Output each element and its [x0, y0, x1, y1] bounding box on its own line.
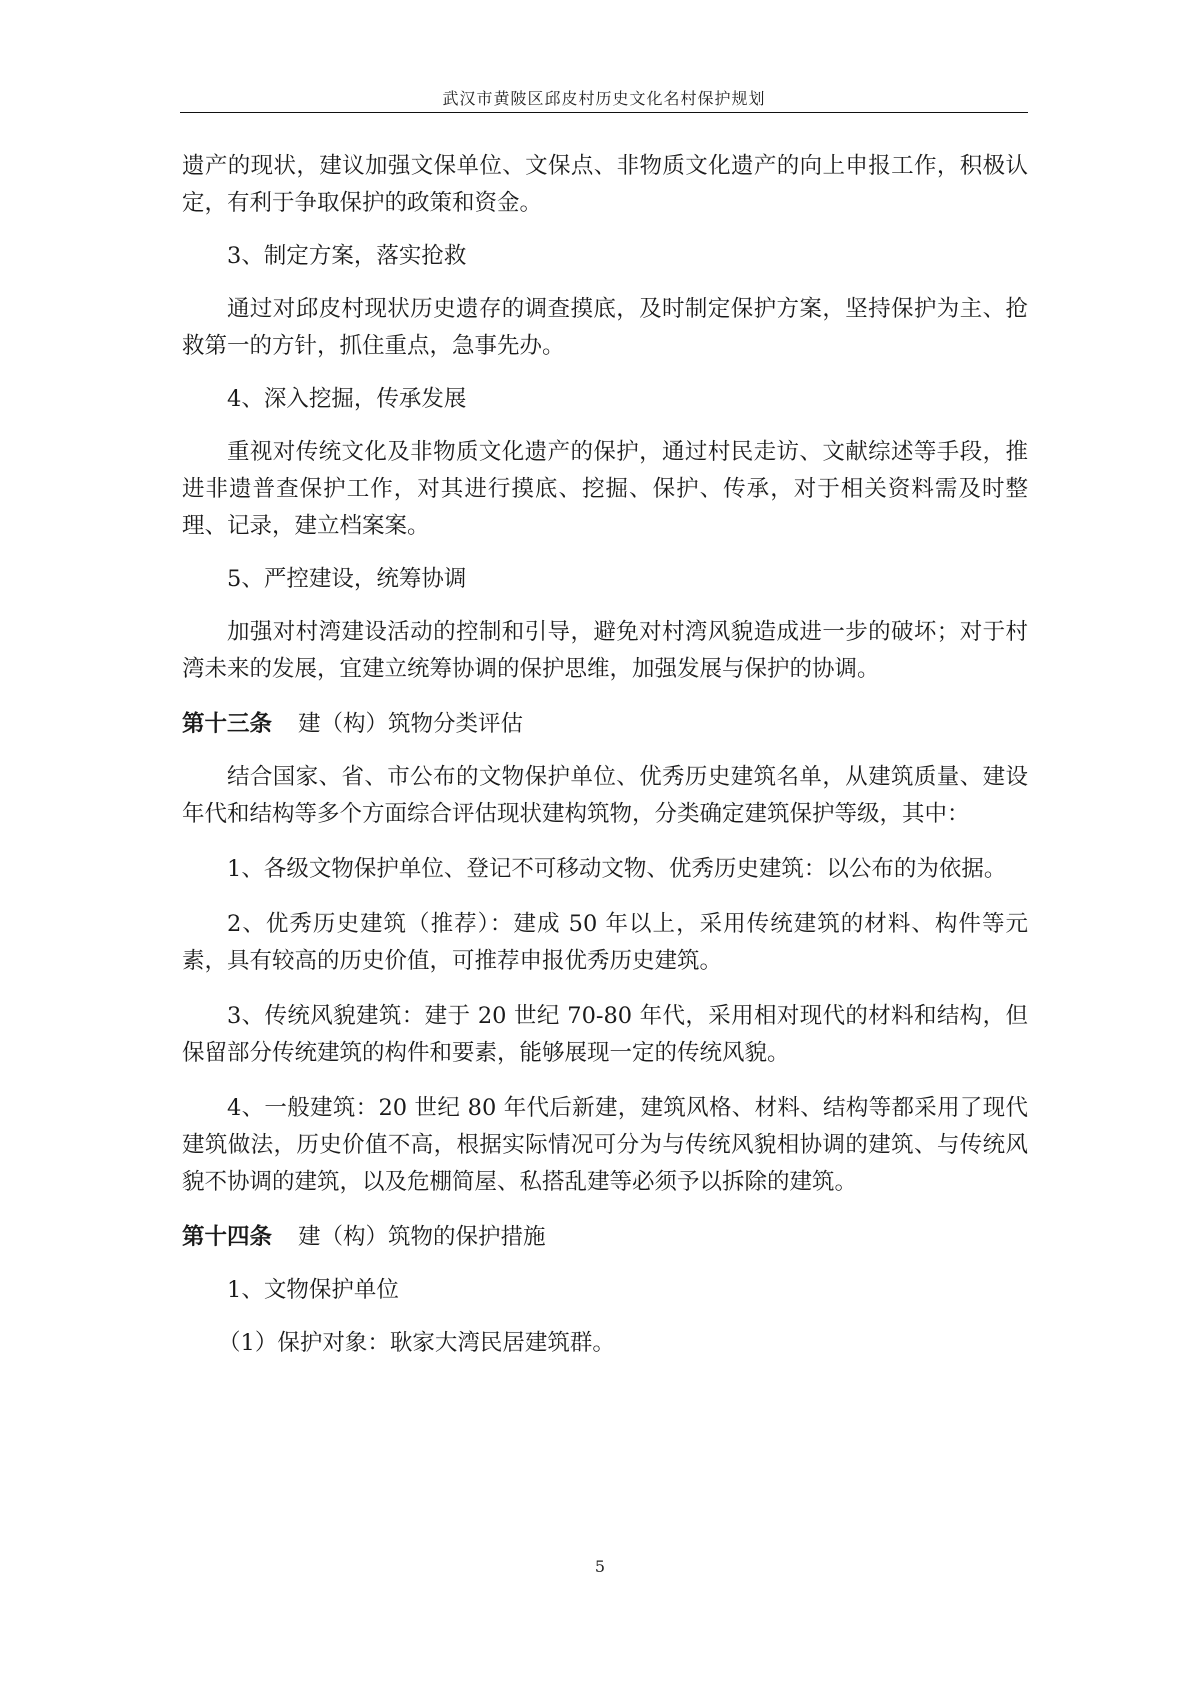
- page-number: 5: [594, 1557, 606, 1576]
- list-item-heading: 5、严控建设，统筹协调: [227, 566, 467, 592]
- document-body: [182, 148, 1028, 1362]
- list-item: 1、各级文物保护单位、登记不可移动文物、优秀历史建筑：以公布的为依据。: [227, 856, 1007, 882]
- list-item-heading: 4、深入挖掘，传承发展: [227, 386, 467, 412]
- paragraph: 遗产的现状，建议加强文保单位、文保点、非物质文化遗产的向上申报工作，积极认定，有利于争取保护的政策和资金。: [182, 153, 1028, 216]
- article-title: 建（构）筑物的保护措施: [298, 1224, 546, 1250]
- running-header: 武汉市黄陂区邱皮村历史文化名村保护规划: [442, 89, 766, 108]
- list-item: 3、传统风貌建筑：建于 20 世纪 70-80 年代，采用相对现代的材料和结构，但保留部分传统建筑的构件和要素，能够展现一定的传统风貌。: [182, 1003, 1028, 1066]
- article-title: 建（构）筑物分类评估: [298, 711, 524, 737]
- paragraph: 通过对邱皮村现状历史遗存的调查摸底，及时制定保护方案，坚持保护为主、抢救第一的方针，抓住重点，急事先办。: [182, 296, 1028, 359]
- header-divider: [180, 112, 1028, 113]
- article-number: 第十三条: [182, 711, 273, 737]
- article-heading-13: [182, 706, 1028, 743]
- article-number: 第十四条: [182, 1224, 273, 1250]
- paragraph: 结合国家、省、市公布的文物保护单位、优秀历史建筑名单，从建筑质量、建设年代和结构等多个方面综合评估现状建构筑物，分类确定建筑保护等级，其中：: [182, 764, 1028, 827]
- paragraph: 加强对村湾建设活动的控制和引导，避免对村湾风貌造成进一步的破坏；对于村湾未来的发展，宜建立统筹协调的保护思维，加强发展与保护的协调。: [182, 619, 1028, 682]
- article-heading-14: [182, 1219, 1028, 1256]
- sub-list-item: （1）保护对象：耿家大湾民居建筑群。: [218, 1330, 615, 1356]
- list-item: 2、优秀历史建筑（推荐）：建成 50 年以上，采用传统建筑的材料、构件等元素，具有较高的历史价值，可推荐申报优秀历史建筑。: [182, 911, 1028, 974]
- list-item-heading: 3、制定方案，落实抢救: [227, 243, 467, 269]
- list-item-heading: 1、文物保护单位: [227, 1277, 399, 1303]
- paragraph: 重视对传统文化及非物质文化遗产的保护，通过村民走访、文献综述等手段，推进非遗普查保护工作，对其进行摸底、挖掘、保护、传承，对于相关资料需及时整理、记录，建立档案案。: [182, 439, 1028, 539]
- list-item: 4、一般建筑：20 世纪 80 年代后新建，建筑风格、材料、结构等都采用了现代建筑做法，历史价值不高，根据实际情况可分为与传统风貌相协调的建筑、与传统风貌不协调的建筑，以及危棚简屋、私搭乱建等必须予以拆除的建筑。: [182, 1095, 1028, 1195]
